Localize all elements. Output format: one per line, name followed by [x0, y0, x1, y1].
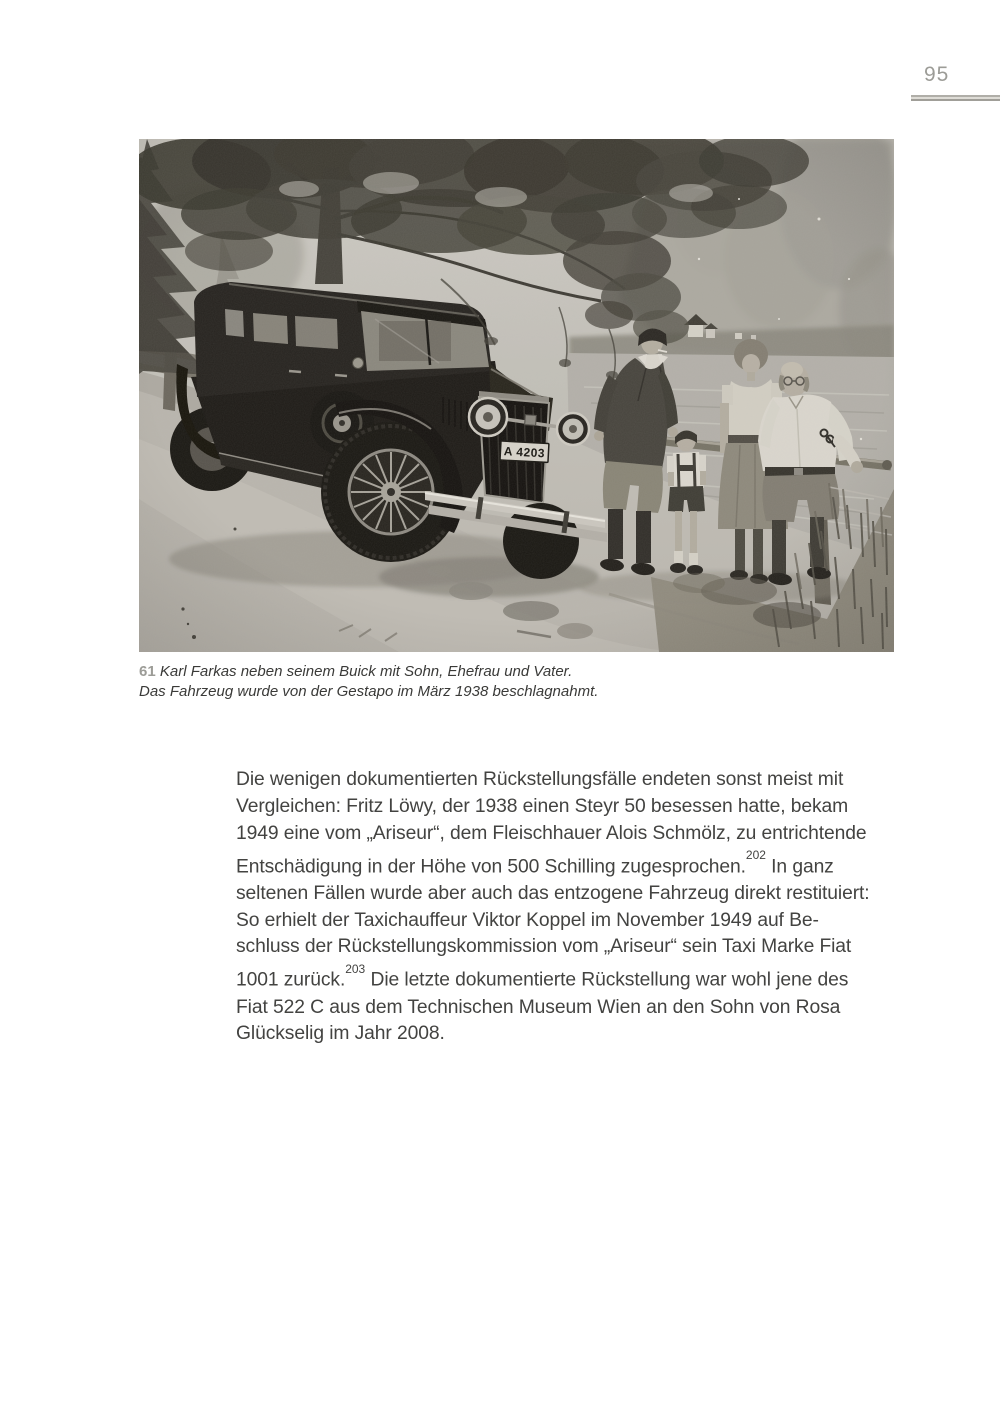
body-line: schluss der Rückstellungskommission vom „Ariseur“ sein Taxi Marke Fiat: [236, 936, 852, 958]
body-line: Die wenigen dokumentierten Rückstellungsfälle endeten sonst meist mit: [236, 769, 844, 790]
caption-line-1: 61 Karl Farkas neben seinem Buick mit Sohn, Ehefrau und Vater.: [139, 663, 573, 680]
photo-illustration: [139, 139, 894, 652]
figure-photo: [139, 139, 894, 652]
figure-number: 61: [139, 663, 156, 680]
body-line: 1949 eine vom „Ariseur“, dem Fleischhauer Alois Schmölz, zu entrichtende: [236, 822, 867, 844]
body-paragraph: [236, 767, 956, 1048]
body-line: Entschädigung in der Höhe von 500 Schilling zugesprochen.$^{202}$ In ganz: [236, 848, 834, 877]
figure-caption: [139, 662, 598, 701]
body-line: Glückselig im Jahr 2008.: [236, 1023, 445, 1045]
header-rule: [911, 95, 1000, 101]
body-line: seltenen Fällen wurde aber auch das entzogene Fahrzeug direkt restituiert:: [236, 882, 870, 904]
caption-line-2: Das Fahrzeug wurde von der Gestapo im März 1938 beschlagnahmt.: [139, 682, 599, 700]
footnote-ref: 203: [345, 961, 366, 976]
body-line: 1001 zurück.$^{203}$ Die letzte dokumentierte Rückstellung war wohl jene des: [236, 961, 849, 991]
body-line: Vergleichen: Fritz Löwy, der 1938 einen Steyr 50 besessen hatte, bekam: [236, 795, 849, 817]
body-line: Fiat 522 C aus dem Technischen Museum Wien an den Sohn von Rosa: [236, 996, 841, 1018]
body-line: So erhielt der Taxichauffeur Viktor Koppel im November 1949 auf Be-: [236, 909, 819, 931]
page-number: 95: [924, 63, 950, 86]
footnote-ref: 202: [745, 848, 766, 863]
